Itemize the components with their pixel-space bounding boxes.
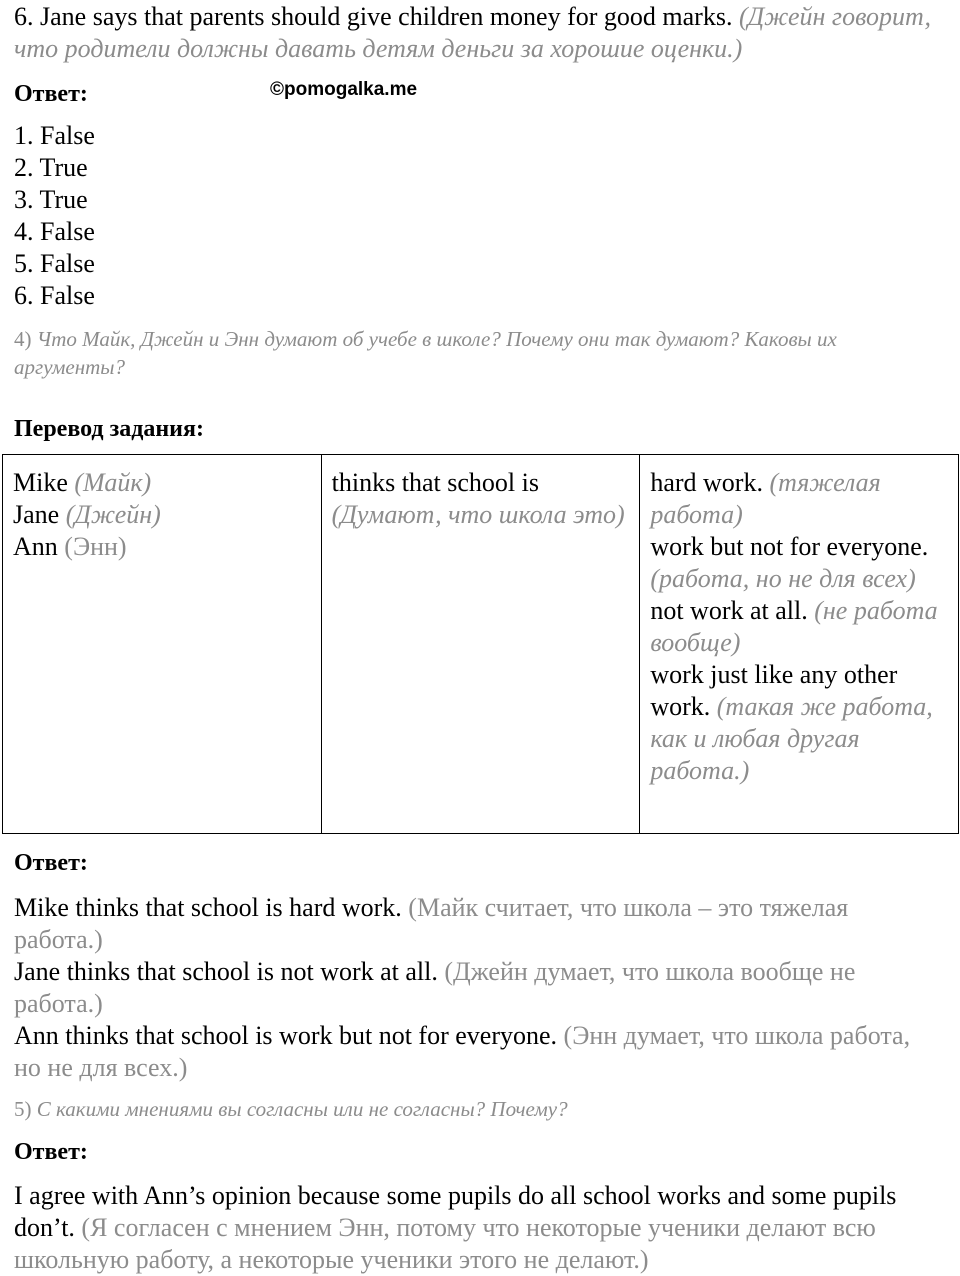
subject-ann: Ann (Энн) <box>13 532 127 561</box>
answer-4-block <box>14 892 939 1084</box>
answer-item: 4. False <box>14 217 95 246</box>
answer-5: I agree with Ann’s opinion because some pupils do all school works and some pupils don’t. (Я согласен с мнением Энн, потому что некоторые ученики делают всю школьную работу, а некоторые ученики этого не делают.) <box>14 1181 897 1274</box>
question-6-translation: (Джейн говорит, что родители должны давать детям деньги за хорошие оценки.) <box>14 2 931 63</box>
answer-item: 5. False <box>14 249 95 278</box>
task-4-text: Что Майк, Джейн и Энн думают об учебе в школе? Почему они так думают? Каковы их аргументы? <box>14 327 837 379</box>
answer-4-line: Jane thinks that school is not work at all. (Джейн думает, что школа вообще не работа.) <box>14 957 856 1018</box>
table-cell-verb: thinks that school is (Думают, что школа это) <box>321 455 640 834</box>
option-item: not work at all. (не работа вообще) <box>650 596 938 657</box>
table-cell-subjects <box>3 455 322 834</box>
table-cell-options <box>640 455 959 834</box>
answer-label: Ответ: <box>14 81 88 107</box>
answer-item: 1. False <box>14 121 95 150</box>
option-item: hard work. (тяжелая работа) <box>650 468 881 529</box>
subject-mike: Mike (Майк) <box>13 468 152 497</box>
subject-jane: Jane (Джейн) <box>13 500 161 529</box>
translation-label: Перевод задания: <box>14 416 204 442</box>
answer-4-line: Mike thinks that school is hard work. (Майк считает, что школа – это тяжелая работа.) <box>14 893 849 954</box>
task-5-text: С какими мнениями вы согласны или не согласны? Почему? <box>36 1097 568 1121</box>
task-5-number: 5) <box>14 1097 32 1121</box>
watermark: ©pomogalka.me <box>270 79 418 100</box>
answer-item: 6. False <box>14 281 95 310</box>
answers-list <box>14 120 95 312</box>
task-5 <box>14 1095 934 1123</box>
question-6-text: 6. Jane says that parents should give children money for good marks. <box>14 2 733 31</box>
task-4 <box>14 325 934 381</box>
answer-label: Ответ: <box>14 1139 88 1165</box>
answer-label: Ответ: <box>14 850 88 876</box>
table-row <box>3 455 959 834</box>
option-item: work but not for everyone. (работа, но не для всех) <box>650 532 929 593</box>
option-item: work just like any other work. (такая же работа, как и любая другая работа.) <box>650 660 933 785</box>
phrase-table <box>2 454 959 834</box>
answer-4-line: Ann thinks that school is work but not for everyone. (Энн думает, что школа работа, но не для всех.) <box>14 1021 911 1082</box>
question-6 <box>14 1 934 65</box>
task-4-number: 4) <box>14 327 32 351</box>
answer-item: 2. True <box>14 153 88 182</box>
answer-item: 3. True <box>14 185 88 214</box>
